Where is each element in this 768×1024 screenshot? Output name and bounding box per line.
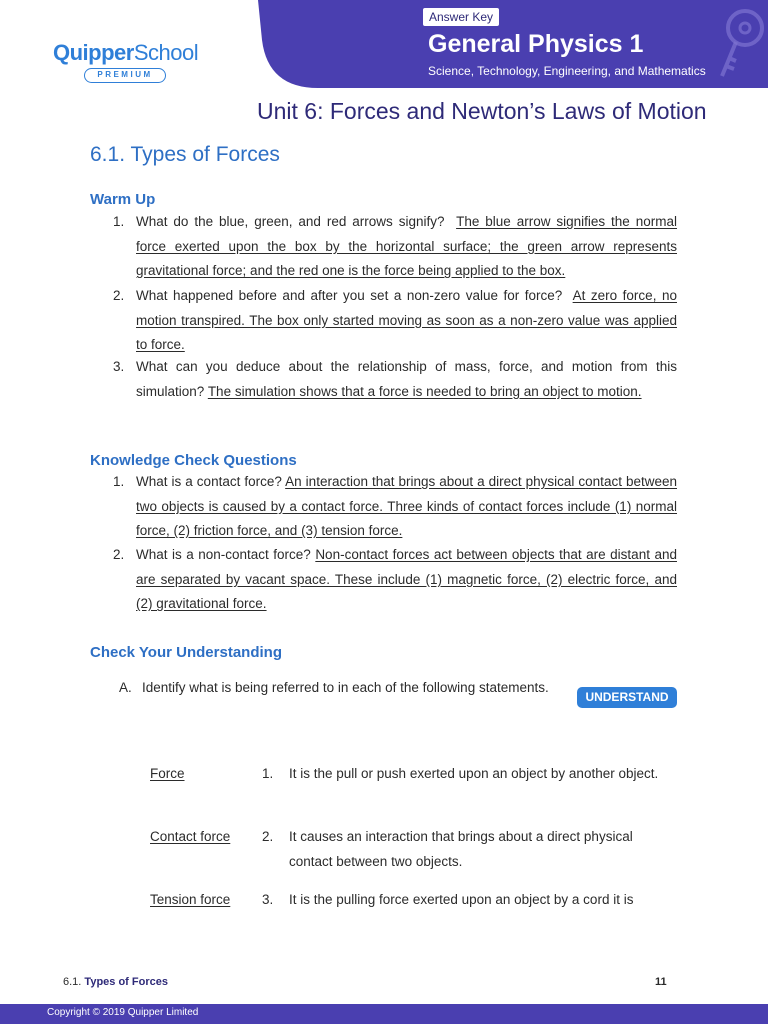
warm-up-item bbox=[113, 284, 677, 358]
item-answer: Non-contact forces act between objects that are distant and are separated by vacant space. These include (1) magnetic force, (2) electric force, and (2) gravitational force. bbox=[136, 547, 677, 611]
logo-school-text: School bbox=[133, 40, 199, 65]
course-title: General Physics 1 bbox=[428, 30, 644, 58]
footer-section bbox=[63, 976, 168, 988]
section-title: 6.1. Types of Forces bbox=[90, 143, 280, 166]
knowledge-check-item bbox=[113, 470, 677, 544]
identify-row bbox=[150, 762, 677, 787]
item-number: 2. bbox=[113, 547, 125, 562]
item-answer: The simulation shows that a force is needed to bring an object to motion. bbox=[207, 383, 642, 399]
premium-badge: PREMIUM bbox=[84, 68, 166, 83]
item-number: 1. bbox=[113, 214, 125, 229]
identify-row bbox=[150, 888, 677, 913]
item-answer: The blue arrow signifies the normal force exerted upon the box by the horizontal surface; the green arrow represents gravitational force; and the red one is the force being applied to the box. bbox=[136, 214, 677, 278]
row-number: 3. bbox=[262, 892, 274, 907]
check-understanding-heading: Check Your Understanding bbox=[90, 644, 282, 661]
warm-up-item bbox=[113, 210, 677, 284]
item-answer: At zero force, no motion transpired. The box only started moving as soon as a non-zero value was applied to force. bbox=[136, 288, 677, 352]
row-statement: It is the pull or push exerted upon an object by another object. bbox=[289, 766, 659, 781]
item-question: What do the blue, green, and red arrows signify? bbox=[136, 214, 445, 229]
row-statement: It causes an interaction that brings about a direct physical contact between two objects. bbox=[289, 829, 633, 869]
understand-badge: UNDERSTAND bbox=[577, 687, 677, 708]
identify-row bbox=[150, 825, 677, 874]
item-question: What is a contact force? bbox=[136, 474, 282, 489]
knowledge-check-item bbox=[113, 543, 677, 617]
logo-quipper-text: Quipper bbox=[53, 40, 134, 65]
answer-key-badge: Answer Key bbox=[423, 8, 499, 26]
answer-word: Tension force bbox=[150, 892, 231, 907]
copyright-text: Copyright © 2019 Quipper Limited bbox=[47, 1007, 199, 1018]
instruction-text: Identify what is being referred to in each of the following statements. bbox=[142, 680, 549, 695]
quipper-school-logo bbox=[53, 40, 198, 66]
warm-up-item bbox=[113, 355, 677, 404]
strand-label: Science, Technology, Engineering, and Mathematics bbox=[428, 64, 706, 78]
unit-title: Unit 6: Forces and Newton’s Laws of Motion bbox=[257, 98, 707, 124]
warm-up-heading: Warm Up bbox=[90, 191, 156, 208]
answer-word: Force bbox=[150, 766, 185, 781]
knowledge-check-heading: Knowledge Check Questions bbox=[90, 452, 297, 469]
item-number: 3. bbox=[113, 359, 125, 374]
item-answer: An interaction that brings about a direct physical contact between two objects is caused by a contact force. Three kinds of contact forces include (1) normal force, (2) friction force, and (3) tension force. bbox=[136, 474, 677, 538]
row-statement: It is the pulling force exerted upon an object by a cord it is bbox=[289, 892, 634, 907]
item-number: 1. bbox=[113, 474, 125, 489]
footer-section-name: Types of Forces bbox=[84, 976, 168, 988]
page-number: 11 bbox=[655, 976, 667, 988]
copyright-bar bbox=[0, 1004, 768, 1024]
instruction-label: A. bbox=[119, 680, 132, 695]
answer-word: Contact force bbox=[150, 829, 231, 844]
item-number: 2. bbox=[113, 288, 125, 303]
row-number: 1. bbox=[262, 766, 274, 781]
item-question: What can you deduce about the relationship of mass, force, and motion from this simulation? bbox=[136, 359, 677, 399]
key-icon bbox=[712, 6, 768, 91]
item-question: What happened before and after you set a non-zero value for force? bbox=[136, 288, 563, 303]
footer-section-number: 6.1. bbox=[63, 976, 82, 988]
item-question: What is a non-contact force? bbox=[136, 547, 311, 562]
row-number: 2. bbox=[262, 829, 274, 844]
identify-instruction bbox=[119, 676, 559, 700]
